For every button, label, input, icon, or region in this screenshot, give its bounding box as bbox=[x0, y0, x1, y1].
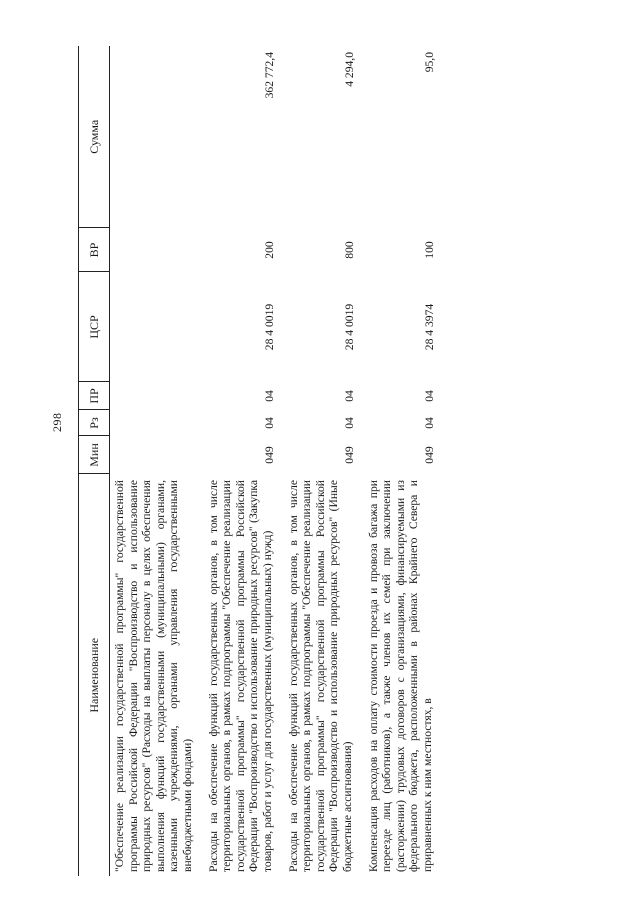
header-vr: ВР bbox=[79, 228, 110, 272]
table-row bbox=[363, 46, 443, 876]
row-vr: 100 bbox=[422, 241, 436, 259]
header-name: Наименование bbox=[79, 474, 110, 876]
row-pr bbox=[110, 382, 203, 410]
row-min: 049 bbox=[262, 446, 276, 464]
header-rz: Рз bbox=[79, 410, 110, 436]
row-sum: 95,0 bbox=[422, 52, 436, 73]
row-sum bbox=[110, 46, 203, 228]
row-min bbox=[110, 436, 203, 474]
row-pr: 04 bbox=[262, 390, 276, 402]
row-rz: 04 bbox=[342, 417, 356, 429]
row-min: 049 bbox=[342, 446, 356, 464]
row-csr: 28 4 3974 bbox=[422, 303, 436, 351]
row-pr: 04 bbox=[342, 390, 356, 402]
table-row bbox=[110, 46, 203, 876]
row-rz: 04 bbox=[422, 417, 436, 429]
row-vr bbox=[110, 228, 203, 272]
table-row bbox=[283, 46, 363, 876]
budget-table-page bbox=[78, 46, 608, 876]
row-name: Расходы на обеспечение функций государственных органов, в том числе территориальных органов, в рамках подпрограммы "Обеспечение реализации государственной программы" государственной программы Российской Федерации "Воспроизводство и использование природных ресурсов" (Иные бюджетные ассигнования) bbox=[286, 480, 354, 872]
header-sum: Сумма bbox=[79, 46, 110, 228]
row-vr: 200 bbox=[262, 241, 276, 259]
row-min: 049 bbox=[422, 446, 436, 464]
header-pr: ПР bbox=[79, 382, 110, 410]
budget-table bbox=[78, 46, 442, 876]
row-pr: 04 bbox=[422, 390, 436, 402]
row-csr: 28 4 0019 bbox=[342, 303, 356, 351]
row-csr bbox=[110, 272, 203, 382]
row-csr: 28 4 0019 bbox=[262, 303, 276, 351]
row-vr: 800 bbox=[342, 241, 356, 259]
row-name: "Обеспечение реализации государственной программы" государственной программы Российской Федерации "Воспроизводство и использование природных ресурсов" (Расходы на выплаты персоналу в целях обеспечения выполнения функций государственными (муниципальными) органами, казенными учреждениями, органами управления государственными внебюджетными фондами) bbox=[113, 480, 194, 872]
row-name: Расходы на обеспечение функций государственных органов, в том числе территориальных органов, в рамках подпрограммы "Обеспечение реализации государственной программы" государственной программы Российской Федерации "Воспроизводство и использование природных ресурсов" (Закупка товаров, работ и услуг для государственных (муниципальных) нужд) bbox=[206, 480, 274, 872]
row-sum: 362 772,4 bbox=[262, 52, 276, 99]
row-sum: 4 294,0 bbox=[342, 52, 356, 87]
header-min: Мин bbox=[79, 436, 110, 474]
row-rz: 04 bbox=[262, 417, 276, 429]
table-header-row bbox=[79, 46, 110, 876]
row-name: Компенсация расходов на оплату стоимости проезда и провоза багажа при переезде лиц (работников), а также членов их семей при заключении (расторжении) трудовых договоров с организациями, финансируемыми из федерального бюджета, расположенными в районах Крайнего Севера и приравненных к ним местностях, в bbox=[366, 480, 434, 872]
page-number: 298 bbox=[50, 412, 64, 432]
table-row bbox=[203, 46, 283, 876]
header-csr: ЦСР bbox=[79, 272, 110, 382]
row-rz bbox=[110, 410, 203, 436]
